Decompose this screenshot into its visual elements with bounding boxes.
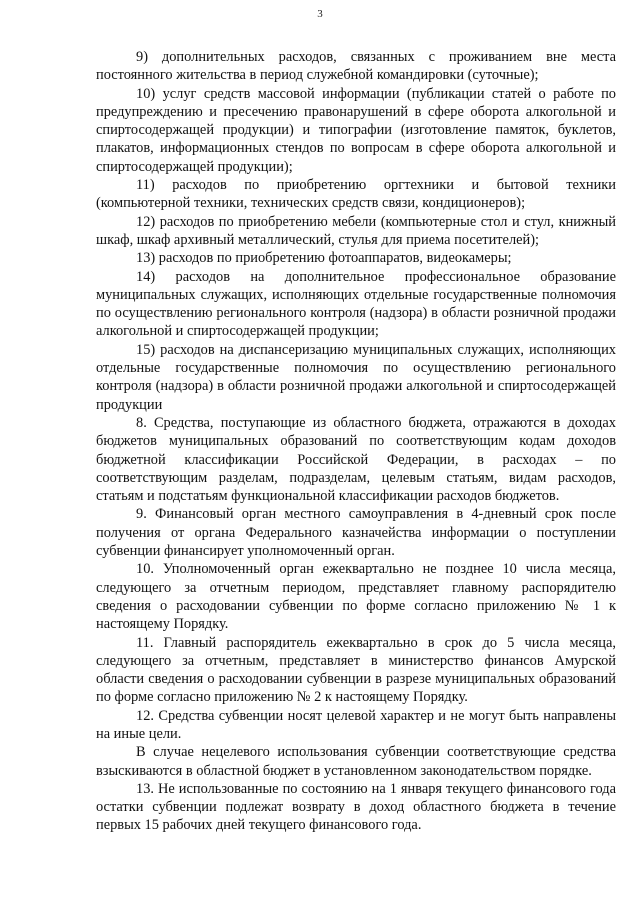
paragraph-section-12: 12. Средства субвенции носят целевой характер и не могут быть направлены на иные цели.: [96, 707, 616, 742]
document-body: [96, 48, 616, 835]
paragraph-section-8: 8. Средства, поступающие из областного бюджета, отражаются в доходах бюджетов муниципальных образований по соответствующим кодам доходов бюджетной классификации Российской Федерации, в расходах – по соответствующим разделам, подразделам, целевым статьям, видам расходов, статьям и подстатьям функциональной классификации расходов бюджетов.: [96, 414, 616, 505]
paragraph-item-9-daily-allowance: 9) дополнительных расходов, связанных с проживанием вне места постоянного жительства в период служебной командировки (суточные);: [96, 49, 616, 84]
paragraph-section-12-misuse: В случае нецелевого использования субвенции соответствующие средства взыскиваются в областной бюджет в установленном законодательством порядке.: [96, 744, 616, 779]
paragraph-section-11: 11. Главный распорядитель ежеквартально в срок до 5 числа месяца, следующего за отчетным, представляет в министерство финансов Амурской области сведения о расходовании субвенции в разрезе муниципальных образований по форме согласно приложению № 2 к настоящему Порядку.: [96, 634, 616, 706]
paragraph-item-14-education: 14) расходов на дополнительное профессиональное образование муниципальных служащих, исполняющих отдельные государственные полномочия по осуществлению регионального контроля (надзора) в области розничной продажи алкогольной и спиртосодержащей продукции;: [96, 268, 616, 340]
paragraph-section-10: 10. Уполномоченный орган ежеквартально не позднее 10 числа месяца, следующего за отчетным периодом, представляет главному распорядителю сведения о расходовании субвенции по форме согласно приложению № 1 к настоящему Порядку.: [96, 561, 616, 633]
paragraph-item-12-furniture: 12) расходов по приобретению мебели (компьютерные стол и стул, книжный шкаф, шкаф архивный металлический, стулья для приема посетителей);: [96, 213, 616, 248]
paragraph-item-11-office-equipment: 11) расходов по приобретению оргтехники и бытовой техники (компьютерной техники, технических средств связи, кондиционеров);: [96, 177, 616, 212]
paragraph-item-10-media-services: 10) услуг средств массовой информации (публикации статей о работе по предупреждению и пресечению правонарушений в сфере оборота алкогольной и спиртосодержащей продукции) и типографии (изготовление памяток, буклетов, плакатов, информационных стендов по вопросам в сфере оборота алкогольной и спиртосодержащей продукции);: [96, 85, 616, 175]
page-number: 3: [317, 8, 323, 20]
paragraph-section-13: 13. Не использованные по состоянию на 1 января текущего финансового года остатки субвенции подлежат возврату в доход областного бюджета в течение первых 15 рабочих дней текущего финансового года.: [96, 780, 616, 834]
paragraph-section-9: 9. Финансовый орган местного самоуправления в 4-дневный срок после получения от органа Федерального казначейства информации о поступлении субвенции финансирует уполномоченный орган.: [96, 506, 616, 560]
paragraph-item-13-cameras: 13) расходов по приобретению фотоаппаратов, видеокамеры;: [136, 250, 512, 267]
paragraph-item-15-medical-exam: 15) расходов на диспансеризацию муниципальных служащих, исполняющих отдельные государственные полномочия по осуществлению регионального контроля (надзора) в области розничной продажи алкогольной и спиртосодержащей продукции: [96, 341, 616, 413]
